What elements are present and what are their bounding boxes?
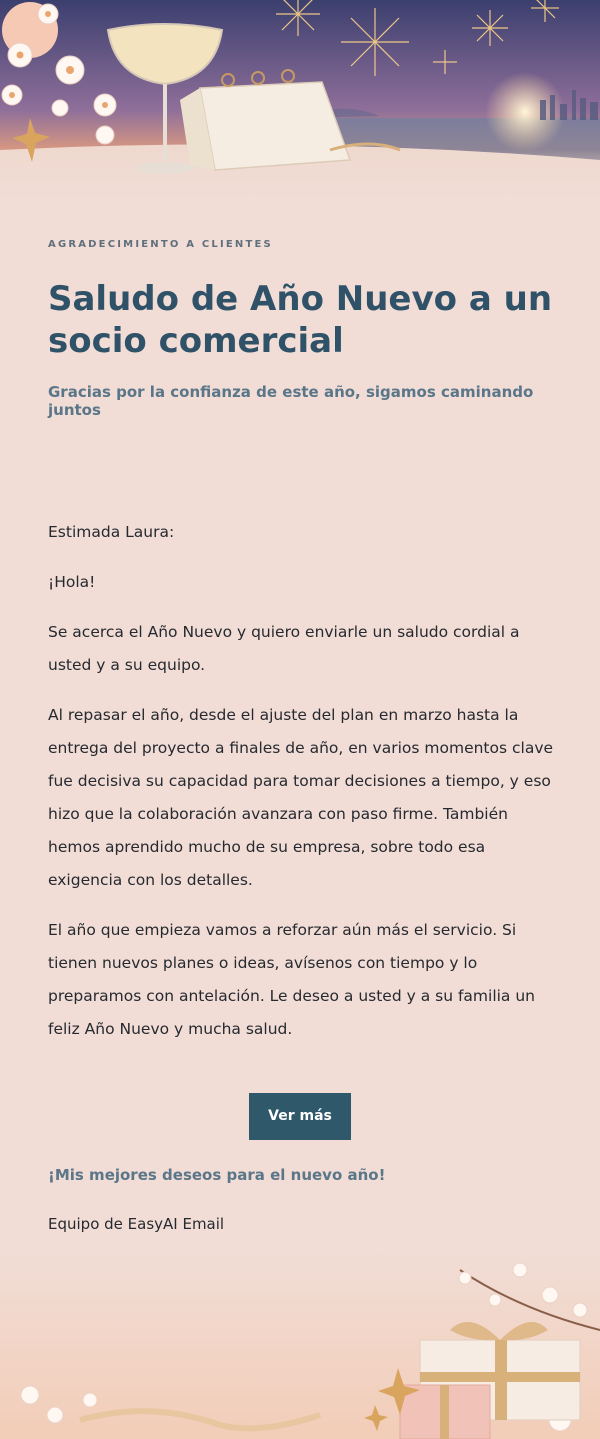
salutation: ¡Hola! (48, 573, 96, 591)
eyebrow-label: AGRADECIMIENTO A CLIENTES (48, 239, 273, 250)
new-year-banner-illustration (0, 0, 600, 200)
paragraph: Se acerca el Año Nuevo y quiero enviarle un saludo cordial a usted y a su equipo. (48, 623, 520, 674)
greeting: Estimada Laura: (48, 523, 175, 541)
email-title: Saludo de Año Nuevo a un socio comercial (48, 279, 553, 361)
header-banner (0, 0, 600, 200)
footer-banner (0, 1250, 600, 1439)
see-more-button[interactable]: Ver más (249, 1093, 351, 1140)
paragraph: El año que empieza vamos a reforzar aún más el servicio. Si tienen nuevos planes o ideas, avísenos con tiempo y lo preparamos con antelación. Le deseo a usted y a su familia un feliz Año Nuevo y mucha salud. (48, 921, 536, 1038)
email-subtitle: Gracias por la confianza de este año, sigamos caminando juntos (48, 383, 534, 419)
cta-container (48, 1093, 552, 1140)
gifts-illustration (0, 1250, 600, 1439)
paragraph: Al repasar el año, desde el ajuste del plan en marzo hasta la entrega del proyecto a finales de año, en varios momentos clave fue decisiva su capacidad para tomar decisiones a tiempo, y eso hizo que la colaboración avanzara con paso firme. También hemos aprendido mucho de su empresa, sobre todo esa exigencia con los detalles. (48, 706, 554, 889)
message-body (48, 516, 558, 1063)
signature: Equipo de EasyAI Email (48, 1215, 225, 1233)
closing-wishes: ¡Mis mejores deseos para el nuevo año! (48, 1166, 386, 1184)
